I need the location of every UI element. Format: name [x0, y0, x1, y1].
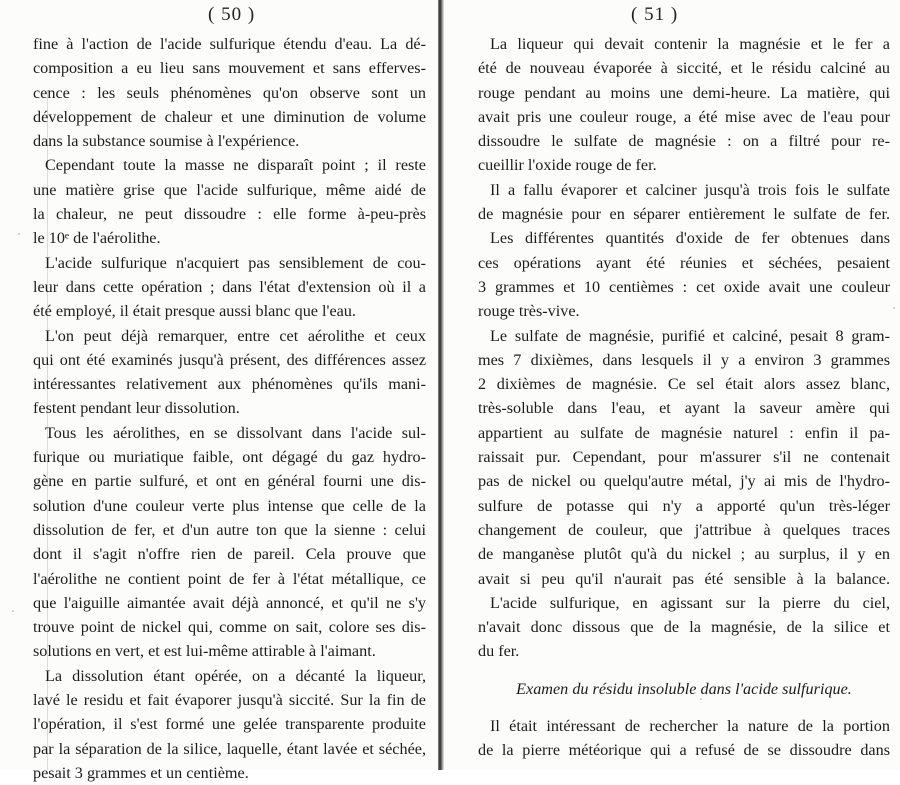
text-line: par la séparation de la silice, laquelle, étant lavée et séchée,: [33, 739, 426, 758]
text-line: lavé le residu et fait évaporer jusqu'à siccité. Sur la fin de: [33, 691, 426, 710]
text-line: de la pierre météorique qui a refusé de se dissoudre dans: [478, 741, 890, 760]
text-line: festent pendant leur dissolution.: [33, 399, 240, 418]
text-line: la chaleur, ne peut dissoudre : elle forme à-peu-près: [33, 205, 426, 224]
paragraph-start: Il était intéressant de rechercher la nature de la portion: [490, 717, 890, 736]
text-line: qui ont été examinés jusqu'à présent, des différences assez: [33, 350, 426, 369]
text-line: trouve point de nickel qui, comme on sait, colore ses dis-: [33, 618, 426, 637]
text-line: solution d'une couleur verte plus intense que celle de la: [33, 496, 426, 515]
text-line: pas de nickel ou quelqu'autre métal, j'y ai mis de l'hydro-: [478, 472, 890, 491]
text-line: de magnésie pour en séparer entièrement le sulfate de fer.: [478, 205, 890, 224]
paragraph-start: Il a fallu évaporer et calciner jusqu'à trois fois le sulfate: [490, 180, 890, 199]
paper-speck: [700, 698, 702, 700]
text-line: été employé, il était presque aussi blanc que l'eau.: [33, 302, 356, 321]
text-line: très-soluble dans l'eau, et ayant la saveur amère qui: [478, 399, 890, 418]
text-line: l'opération, il s'est formé une gelée transparente produite: [33, 715, 426, 734]
paragraph-start: La liqueur qui devait contenir la magnésie et le fer a: [490, 35, 890, 53]
paragraph-start: L'acide sulfurique n'acquiert pas sensiblement de cou-: [45, 253, 426, 272]
text-line: dans la substance soumise à l'expérience.: [33, 132, 300, 151]
paragraph-start: Les différentes quantités d'oxide de fer obtenues dans: [490, 229, 890, 248]
paper-speck: [888, 96, 890, 98]
paragraph-start: La dissolution étant opérée, on a décanté la liqueur,: [45, 666, 426, 685]
book-gutter: [438, 0, 444, 770]
text-line: leur dans cette opération ; dans l'état d'extension où il a: [33, 277, 426, 296]
text-line: développement de chaleur et une diminution de volume: [33, 107, 426, 126]
right-page-text: [478, 32, 890, 763]
right-page: [446, 0, 900, 770]
text-line: avait pris une couleur rouge, a été mise avec de l'eau pour: [478, 107, 890, 126]
text-line: rouge pendant au moins une demi-heure. La matière, qui: [478, 83, 890, 102]
text-line: ces opérations ayant été réunies et séchées, pesaient: [478, 253, 890, 272]
text-line: 2 dixièmes de magnésie. Ce sel était alors assez blanc,: [478, 375, 890, 394]
text-line: furique ou muriatique faible, ont dégagé du gaz hydro-: [33, 448, 426, 467]
text-line: n'avait donc dissous que de la magnésie, de la silice et: [478, 618, 890, 637]
page-number-right: ( 51 ): [631, 4, 679, 25]
text-line: mes 7 dixièmes, dans lesquels il y a environ 3 grammes: [478, 350, 890, 369]
paragraph-start: L'on peut déjà remarquer, entre cet aérolithe et ceux: [45, 326, 426, 345]
paper-speck: [12, 610, 14, 612]
text-line: le 10ᵉ de l'aérolithe.: [33, 229, 161, 248]
text-line: appartient au sulfate de magnésie naturel : enfin il pa-: [478, 423, 890, 442]
text-line: été de nouveau évaporée à siccité, et le résidu calciné au: [478, 59, 890, 78]
text-line: changement de couleur, que j'attribue à quelques traces: [478, 520, 890, 539]
text-line: 3 grammes et 10 centièmes : cet oxide avait une couleur: [478, 277, 890, 296]
text-line: cueillir l'oxide rouge de fer.: [478, 156, 657, 175]
text-line: solutions en vert, et est lui-même attirable à l'aimant.: [33, 642, 376, 661]
paragraph-start: Le sulfate de magnésie, purifié et calciné, pesait 8 gram-: [490, 326, 890, 345]
text-line: dissoudre le sulfate de magnésie : on a filtré pour re-: [478, 132, 890, 151]
left-page: [0, 0, 440, 782]
text-line: sulfure de potasse qui n'y a apporté qu'un très-léger: [478, 496, 890, 515]
text-line: du fer.: [478, 642, 520, 661]
text-line: composition a eu lieu sans mouvement et sans efferves-: [33, 59, 426, 78]
text-line: intéressantes relativement aux phénomènes qu'ils mani-: [33, 375, 426, 394]
text-line: cence : les seuls phénomènes qu'on observe sont un: [33, 83, 426, 102]
text-line: dont il s'agit n'offre rien de pareil. Cela prouve que: [33, 545, 426, 564]
paper-speck: [893, 307, 895, 309]
text-line: une matière grise que l'acide sulfurique, même aidé de: [33, 180, 426, 199]
paper-speck: [18, 233, 20, 235]
section-heading: Examen du résidu insoluble dans l'acide sulfurique.: [516, 679, 852, 698]
text-line: pesait 3 grammes et un centième.: [33, 763, 249, 782]
text-line: gène en partie sulfuré, et ont en général fourni une dis-: [33, 472, 426, 491]
paragraph-start: L'acide sulfurique, en agissant sur la pierre du ciel,: [490, 593, 890, 612]
text-line: que l'aiguille aimantée avait déjà annoncé, et qu'il ne s'y: [33, 593, 426, 612]
text-line: dissolution de fer, et d'un autre ton que la sienne : celui: [33, 520, 426, 539]
text-line: raissait pur. Cependant, pour m'assurer s'il ne contenait: [478, 448, 890, 467]
text-line: fine à l'action de l'acide sulfurique étendu d'eau. La dé-: [33, 35, 426, 53]
page-number-left: ( 50 ): [208, 4, 256, 25]
paragraph-start: Tous les aérolithes, en se dissolvant dans l'acide sul-: [45, 423, 426, 442]
text-line: l'aérolithe ne contient point de fer à l'état métallique, ce: [33, 569, 426, 588]
text-line: rouge très-vive.: [478, 302, 580, 321]
paragraph-start: Cependant toute la masse ne disparaît point ; il reste: [45, 156, 426, 175]
text-line: avait si peu qu'il n'aurait pas été sensible à la balance.: [478, 569, 890, 588]
left-page-text: [33, 32, 426, 785]
text-line: de manganèse plutôt qu'à du nickel ; au surplus, il y en: [478, 545, 890, 564]
